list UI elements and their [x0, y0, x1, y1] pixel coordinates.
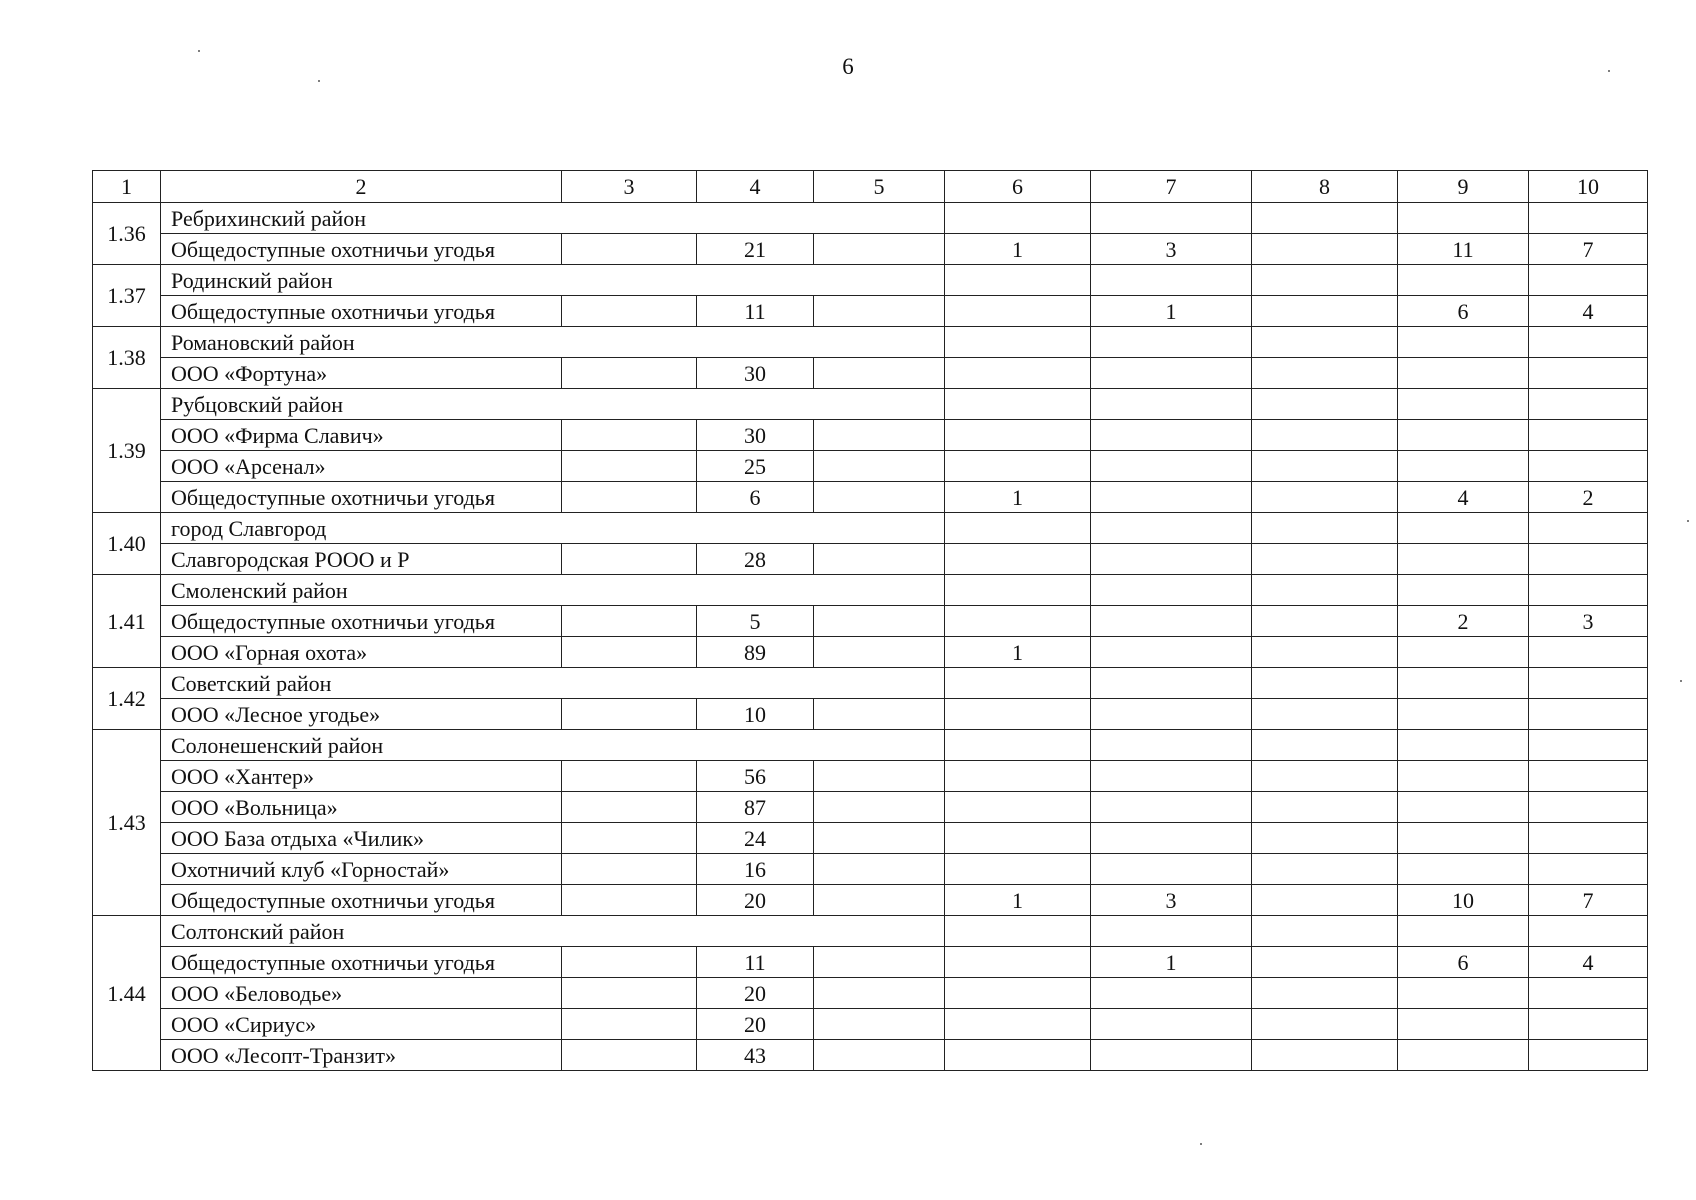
cell-col-7 [1091, 699, 1252, 730]
empty-cell [1529, 327, 1648, 358]
cell-col-7 [1091, 823, 1252, 854]
cell-col-7 [1091, 761, 1252, 792]
cell-col-3 [562, 482, 697, 513]
cell-col-3 [562, 296, 697, 327]
cell-col-4: 87 [697, 792, 814, 823]
cell-col-9 [1398, 1040, 1529, 1071]
cell-col-7 [1091, 482, 1252, 513]
row-number: 1.38 [93, 327, 161, 389]
cell-col-9 [1398, 854, 1529, 885]
cell-col-3 [562, 420, 697, 451]
cell-col-8 [1252, 544, 1398, 575]
table-row [93, 482, 1648, 513]
empty-cell [1398, 203, 1529, 234]
cell-col-4: 11 [697, 296, 814, 327]
cell-col-8 [1252, 234, 1398, 265]
cell-col-7 [1091, 637, 1252, 668]
cell-col-7 [1091, 606, 1252, 637]
cell-col-5 [814, 978, 945, 1009]
cell-col-6: 1 [945, 482, 1091, 513]
region-name: Советский район [161, 668, 945, 699]
cell-col-7 [1091, 1040, 1252, 1071]
cell-col-4: 28 [697, 544, 814, 575]
hunting-grounds-table [92, 170, 1648, 1071]
cell-col-6 [945, 1040, 1091, 1071]
cell-col-6 [945, 699, 1091, 730]
cell-col-10 [1529, 420, 1648, 451]
region-row [93, 389, 1648, 420]
cell-col-8 [1252, 947, 1398, 978]
cell-col-5 [814, 1009, 945, 1040]
cell-col-5 [814, 637, 945, 668]
cell-col-8 [1252, 420, 1398, 451]
empty-cell [1091, 513, 1252, 544]
cell-col-8 [1252, 699, 1398, 730]
cell-col-8 [1252, 451, 1398, 482]
empty-cell [1252, 730, 1398, 761]
header-col-7: 7 [1091, 171, 1252, 203]
empty-cell [1529, 668, 1648, 699]
cell-col-3 [562, 792, 697, 823]
cell-col-5 [814, 854, 945, 885]
cell-col-8 [1252, 482, 1398, 513]
cell-col-5 [814, 234, 945, 265]
organization-name: ООО «Горная охота» [161, 637, 562, 668]
empty-cell [1398, 916, 1529, 947]
cell-col-6 [945, 792, 1091, 823]
table-row [93, 761, 1648, 792]
region-name: Смоленский район [161, 575, 945, 606]
table-row [93, 358, 1648, 389]
empty-cell [945, 668, 1091, 699]
region-name: Родинский район [161, 265, 945, 296]
cell-col-9 [1398, 420, 1529, 451]
cell-col-8 [1252, 761, 1398, 792]
cell-col-5 [814, 885, 945, 916]
region-row [93, 513, 1648, 544]
table-row [93, 544, 1648, 575]
empty-cell [1252, 327, 1398, 358]
cell-col-10 [1529, 978, 1648, 1009]
cell-col-4: 10 [697, 699, 814, 730]
organization-name: ООО «Беловодье» [161, 978, 562, 1009]
empty-cell [1529, 389, 1648, 420]
cell-col-6: 1 [945, 885, 1091, 916]
cell-col-6 [945, 1009, 1091, 1040]
cell-col-7: 1 [1091, 947, 1252, 978]
cell-col-4: 43 [697, 1040, 814, 1071]
region-row [93, 668, 1648, 699]
cell-col-3 [562, 234, 697, 265]
cell-col-8 [1252, 792, 1398, 823]
cell-col-6 [945, 854, 1091, 885]
cell-col-10: 7 [1529, 885, 1648, 916]
empty-cell [1398, 575, 1529, 606]
cell-col-4: 21 [697, 234, 814, 265]
cell-col-8 [1252, 358, 1398, 389]
empty-cell [945, 575, 1091, 606]
region-row [93, 327, 1648, 358]
region-name: Романовский район [161, 327, 945, 358]
empty-cell [1252, 513, 1398, 544]
table-row [93, 885, 1648, 916]
cell-col-3 [562, 1040, 697, 1071]
cell-col-10 [1529, 451, 1648, 482]
header-col-8: 8 [1252, 171, 1398, 203]
cell-col-10 [1529, 792, 1648, 823]
organization-name: Общедоступные охотничьи угодья [161, 947, 562, 978]
empty-cell [1529, 575, 1648, 606]
cell-col-4: 24 [697, 823, 814, 854]
empty-cell [1091, 916, 1252, 947]
cell-col-4: 30 [697, 420, 814, 451]
cell-col-3 [562, 358, 697, 389]
organization-name: ООО «Арсенал» [161, 451, 562, 482]
cell-col-9: 11 [1398, 234, 1529, 265]
row-number: 1.41 [93, 575, 161, 668]
empty-cell [1529, 730, 1648, 761]
cell-col-7 [1091, 792, 1252, 823]
cell-col-5 [814, 606, 945, 637]
cell-col-4: 25 [697, 451, 814, 482]
scan-speck [198, 50, 200, 52]
cell-col-6 [945, 978, 1091, 1009]
cell-col-7: 3 [1091, 885, 1252, 916]
table-row [93, 451, 1648, 482]
table-row [93, 1040, 1648, 1071]
region-name: Ребрихинский район [161, 203, 945, 234]
cell-col-9: 6 [1398, 296, 1529, 327]
cell-col-4: 56 [697, 761, 814, 792]
table-row [93, 792, 1648, 823]
cell-col-9 [1398, 544, 1529, 575]
row-number: 1.36 [93, 203, 161, 265]
organization-name: ООО «Лесопт-Транзит» [161, 1040, 562, 1071]
scan-speck [1608, 70, 1610, 72]
cell-col-10 [1529, 358, 1648, 389]
empty-cell [1252, 265, 1398, 296]
cell-col-6: 1 [945, 637, 1091, 668]
empty-cell [945, 389, 1091, 420]
cell-col-7 [1091, 854, 1252, 885]
cell-col-3 [562, 823, 697, 854]
organization-name: Общедоступные охотничьи угодья [161, 296, 562, 327]
table-row [93, 947, 1648, 978]
empty-cell [1529, 203, 1648, 234]
cell-col-8 [1252, 296, 1398, 327]
header-col-3: 3 [562, 171, 697, 203]
cell-col-8 [1252, 823, 1398, 854]
empty-cell [1252, 668, 1398, 699]
empty-cell [945, 513, 1091, 544]
cell-col-7 [1091, 358, 1252, 389]
empty-cell [1398, 265, 1529, 296]
cell-col-6 [945, 761, 1091, 792]
cell-col-10 [1529, 854, 1648, 885]
header-col-6: 6 [945, 171, 1091, 203]
cell-col-5 [814, 544, 945, 575]
empty-cell [945, 916, 1091, 947]
cell-col-8 [1252, 606, 1398, 637]
header-col-4: 4 [697, 171, 814, 203]
cell-col-5 [814, 420, 945, 451]
table-row [93, 637, 1648, 668]
cell-col-7: 1 [1091, 296, 1252, 327]
row-number: 1.42 [93, 668, 161, 730]
cell-col-3 [562, 1009, 697, 1040]
region-name: Солонешенский район [161, 730, 945, 761]
cell-col-8 [1252, 885, 1398, 916]
cell-col-6 [945, 296, 1091, 327]
cell-col-6 [945, 420, 1091, 451]
cell-col-8 [1252, 854, 1398, 885]
header-col-5: 5 [814, 171, 945, 203]
empty-cell [1529, 265, 1648, 296]
cell-col-6: 1 [945, 234, 1091, 265]
organization-name: Общедоступные охотничьи угодья [161, 606, 562, 637]
cell-col-5 [814, 451, 945, 482]
cell-col-5 [814, 761, 945, 792]
cell-col-8 [1252, 978, 1398, 1009]
table-row [93, 606, 1648, 637]
cell-col-5 [814, 823, 945, 854]
cell-col-5 [814, 296, 945, 327]
organization-name: ООО «Сириус» [161, 1009, 562, 1040]
organization-name: ООО «Хантер» [161, 761, 562, 792]
organization-name: Общедоступные охотничьи угодья [161, 885, 562, 916]
cell-col-10 [1529, 761, 1648, 792]
cell-col-9 [1398, 792, 1529, 823]
cell-col-9: 2 [1398, 606, 1529, 637]
cell-col-7 [1091, 544, 1252, 575]
cell-col-9 [1398, 637, 1529, 668]
row-number: 1.43 [93, 730, 161, 916]
cell-col-4: 20 [697, 1009, 814, 1040]
cell-col-4: 11 [697, 947, 814, 978]
empty-cell [1252, 389, 1398, 420]
table-row [93, 978, 1648, 1009]
cell-col-3 [562, 761, 697, 792]
header-col-1: 1 [93, 171, 161, 203]
table-row [93, 234, 1648, 265]
empty-cell [945, 730, 1091, 761]
cell-col-10: 4 [1529, 947, 1648, 978]
cell-col-3 [562, 978, 697, 1009]
empty-cell [1091, 575, 1252, 606]
empty-cell [1398, 668, 1529, 699]
region-row [93, 730, 1648, 761]
empty-cell [945, 265, 1091, 296]
cell-col-4: 20 [697, 978, 814, 1009]
empty-cell [945, 327, 1091, 358]
row-number: 1.37 [93, 265, 161, 327]
cell-col-3 [562, 947, 697, 978]
cell-col-3 [562, 606, 697, 637]
cell-col-6 [945, 823, 1091, 854]
table-header-row [93, 171, 1648, 203]
cell-col-9: 6 [1398, 947, 1529, 978]
region-row [93, 203, 1648, 234]
cell-col-7 [1091, 420, 1252, 451]
organization-name: ООО «Вольница» [161, 792, 562, 823]
organization-name: ООО База отдыха «Чилик» [161, 823, 562, 854]
organization-name: Охотничий клуб «Горностай» [161, 854, 562, 885]
header-col-2: 2 [161, 171, 562, 203]
cell-col-10: 7 [1529, 234, 1648, 265]
scan-speck [1680, 680, 1682, 682]
cell-col-5 [814, 358, 945, 389]
empty-cell [945, 203, 1091, 234]
empty-cell [1398, 513, 1529, 544]
organization-name: ООО «Фортуна» [161, 358, 562, 389]
empty-cell [1091, 265, 1252, 296]
cell-col-9: 10 [1398, 885, 1529, 916]
empty-cell [1091, 203, 1252, 234]
region-name: Рубцовский район [161, 389, 945, 420]
cell-col-6 [945, 606, 1091, 637]
cell-col-9 [1398, 451, 1529, 482]
cell-col-4: 30 [697, 358, 814, 389]
organization-name: ООО «Лесное угодье» [161, 699, 562, 730]
cell-col-10 [1529, 544, 1648, 575]
organization-name: ООО «Фирма Славич» [161, 420, 562, 451]
cell-col-7 [1091, 451, 1252, 482]
organization-name: Общедоступные охотничьи угодья [161, 482, 562, 513]
empty-cell [1091, 389, 1252, 420]
cell-col-6 [945, 358, 1091, 389]
region-row [93, 265, 1648, 296]
cell-col-10: 3 [1529, 606, 1648, 637]
table-row [93, 699, 1648, 730]
cell-col-4: 16 [697, 854, 814, 885]
cell-col-10: 4 [1529, 296, 1648, 327]
cell-col-6 [945, 544, 1091, 575]
cell-col-10 [1529, 637, 1648, 668]
table-row [93, 854, 1648, 885]
empty-cell [1091, 668, 1252, 699]
organization-name: Славгородская РООО и Р [161, 544, 562, 575]
empty-cell [1091, 327, 1252, 358]
table-row [93, 1009, 1648, 1040]
table-row [93, 420, 1648, 451]
cell-col-7: 3 [1091, 234, 1252, 265]
row-number: 1.40 [93, 513, 161, 575]
cell-col-5 [814, 947, 945, 978]
cell-col-10 [1529, 699, 1648, 730]
empty-cell [1398, 389, 1529, 420]
cell-col-9 [1398, 823, 1529, 854]
page-number: 6 [842, 54, 854, 79]
organization-name: Общедоступные охотничьи угодья [161, 234, 562, 265]
empty-cell [1398, 327, 1529, 358]
cell-col-3 [562, 544, 697, 575]
row-number: 1.39 [93, 389, 161, 513]
cell-col-5 [814, 699, 945, 730]
cell-col-9 [1398, 1009, 1529, 1040]
cell-col-3 [562, 854, 697, 885]
cell-col-3 [562, 699, 697, 730]
cell-col-4: 20 [697, 885, 814, 916]
region-row [93, 575, 1648, 606]
header-col-10: 10 [1529, 171, 1648, 203]
empty-cell [1091, 730, 1252, 761]
region-name: город Славгород [161, 513, 945, 544]
empty-cell [1252, 575, 1398, 606]
row-number: 1.44 [93, 916, 161, 1071]
table-row [93, 296, 1648, 327]
cell-col-8 [1252, 1009, 1398, 1040]
cell-col-8 [1252, 637, 1398, 668]
header-col-9: 9 [1398, 171, 1529, 203]
empty-cell [1529, 513, 1648, 544]
cell-col-9 [1398, 761, 1529, 792]
cell-col-5 [814, 482, 945, 513]
cell-col-10: 2 [1529, 482, 1648, 513]
table-row [93, 823, 1648, 854]
cell-col-9 [1398, 978, 1529, 1009]
cell-col-8 [1252, 1040, 1398, 1071]
cell-col-7 [1091, 978, 1252, 1009]
empty-cell [1398, 730, 1529, 761]
cell-col-9 [1398, 699, 1529, 730]
region-name: Солтонский район [161, 916, 945, 947]
cell-col-10 [1529, 1040, 1648, 1071]
cell-col-4: 6 [697, 482, 814, 513]
cell-col-6 [945, 947, 1091, 978]
cell-col-5 [814, 1040, 945, 1071]
scan-speck [318, 80, 320, 82]
region-row [93, 916, 1648, 947]
cell-col-9: 4 [1398, 482, 1529, 513]
scan-speck [1687, 520, 1689, 522]
empty-cell [1529, 916, 1648, 947]
cell-col-10 [1529, 823, 1648, 854]
cell-col-10 [1529, 1009, 1648, 1040]
cell-col-3 [562, 451, 697, 482]
empty-cell [1252, 203, 1398, 234]
cell-col-3 [562, 637, 697, 668]
cell-col-4: 5 [697, 606, 814, 637]
cell-col-9 [1398, 358, 1529, 389]
cell-col-4: 89 [697, 637, 814, 668]
cell-col-6 [945, 451, 1091, 482]
scan-speck [1200, 1143, 1202, 1145]
cell-col-5 [814, 792, 945, 823]
cell-col-3 [562, 885, 697, 916]
cell-col-7 [1091, 1009, 1252, 1040]
empty-cell [1252, 916, 1398, 947]
